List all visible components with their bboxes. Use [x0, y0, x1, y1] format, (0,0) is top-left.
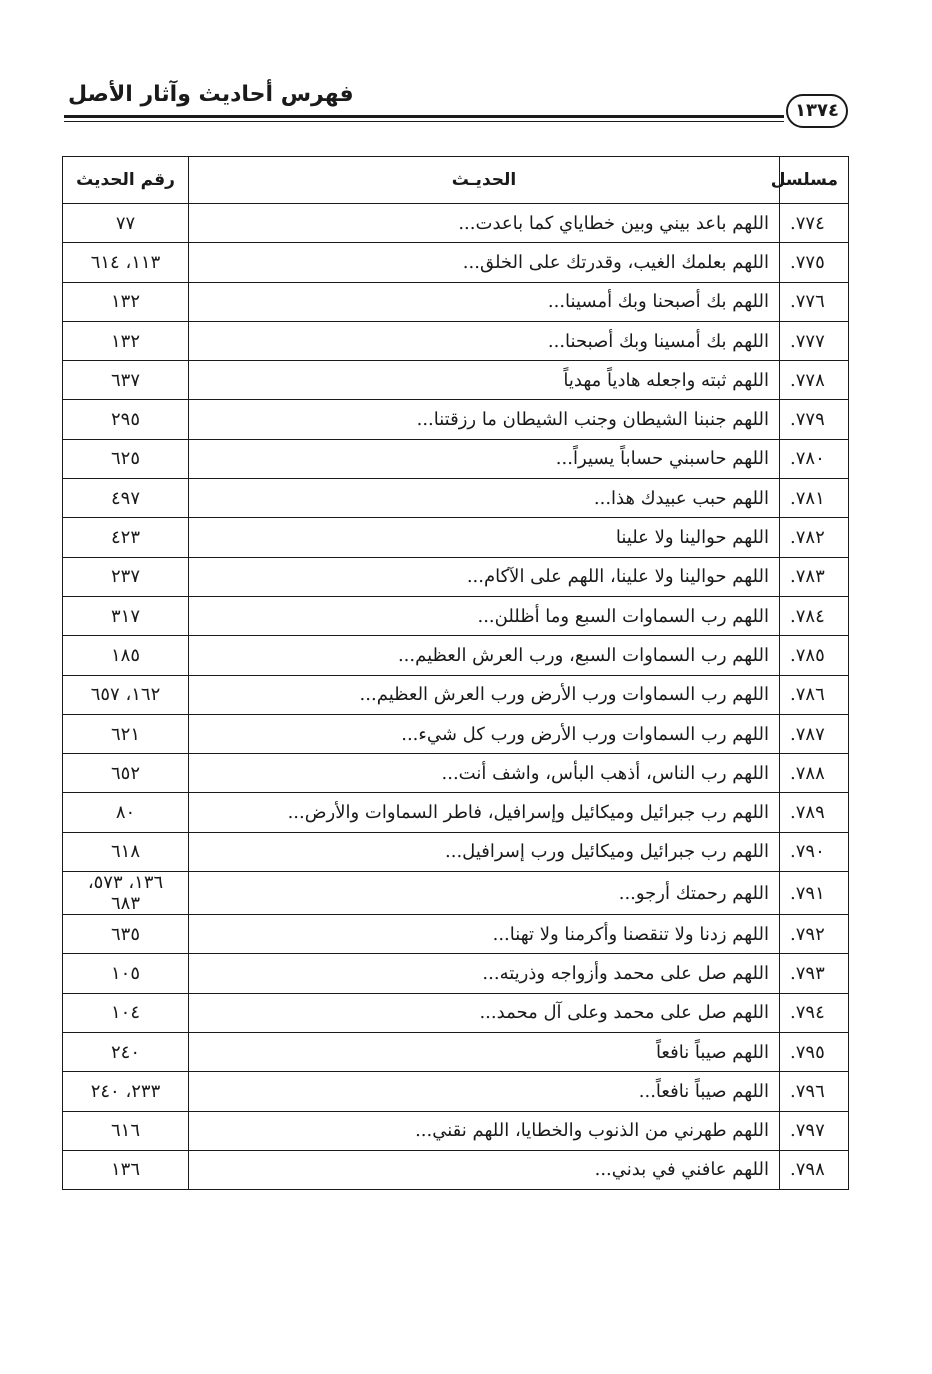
- hadith-text-cell: اللهم رب السماوات السبع، ورب العرش العظيم...: [189, 636, 780, 675]
- serial-cell: ٧٩٢.: [780, 915, 849, 954]
- serial-cell: ٧٧٥.: [780, 243, 849, 282]
- serial-cell: ٧٨٢.: [780, 518, 849, 557]
- running-title: فهرس أحاديث وآثار الأصل: [68, 82, 354, 107]
- reference-cell: ١٣٢: [63, 321, 189, 360]
- serial-cell: ٧٧٧.: [780, 321, 849, 360]
- hadith-text-cell: اللهم بك أصبحنا وبك أمسينا...: [189, 282, 780, 321]
- reference-cell: ٦١٦: [63, 1111, 189, 1150]
- table-row: [63, 321, 849, 360]
- table-row: [63, 282, 849, 321]
- header-rule-thick: [64, 115, 784, 118]
- table-row: [63, 439, 849, 478]
- hadith-text-cell: اللهم زدنا ولا تنقصنا وأكرمنا ولا تهنا...: [189, 915, 780, 954]
- reference-cell: ١٠٤: [63, 993, 189, 1032]
- table-row: [63, 518, 849, 557]
- header-hadith: الحديـث: [189, 157, 780, 204]
- hadith-text-cell: اللهم صيباً نافعاً: [189, 1032, 780, 1071]
- page-header: [64, 80, 848, 128]
- hadith-text-cell: اللهم حبب عبيدك هذا...: [189, 479, 780, 518]
- table-row: [63, 872, 849, 915]
- hadith-text-cell: اللهم حاسبني حساباً يسيراً...: [189, 439, 780, 478]
- reference-cell: ٦٣٥: [63, 915, 189, 954]
- serial-cell: ٧٩٤.: [780, 993, 849, 1032]
- reference-cell: ١٦٢، ٦٥٧: [63, 675, 189, 714]
- reference-cell: ٨٠: [63, 793, 189, 832]
- reference-cell: ٣١٧: [63, 596, 189, 635]
- serial-cell: ٧٨٧.: [780, 714, 849, 753]
- hadith-text-cell: اللهم رب السماوات ورب الأرض ورب العرش العظيم...: [189, 675, 780, 714]
- serial-cell: ٧٩٠.: [780, 832, 849, 871]
- hadith-text-cell: اللهم عافني في بدني...: [189, 1150, 780, 1189]
- reference-cell: ٢٣٧: [63, 557, 189, 596]
- table-body: [63, 204, 849, 1190]
- table-row: [63, 557, 849, 596]
- reference-cell: ٤٩٧: [63, 479, 189, 518]
- table-row: [63, 596, 849, 635]
- reference-cell: ٦١٨: [63, 832, 189, 871]
- serial-cell: ٧٨٨.: [780, 754, 849, 793]
- header-serial: مسلسل: [780, 157, 849, 204]
- hadith-text-cell: اللهم حوالينا ولا علينا، اللهم على الآكام...: [189, 557, 780, 596]
- table-row: [63, 793, 849, 832]
- serial-cell: ٧٨٦.: [780, 675, 849, 714]
- hadith-text-cell: اللهم ثبته واجعله هادياً مهدياً: [189, 361, 780, 400]
- hadith-text-cell: اللهم باعد بيني وبين خطاياي كما باعدت...: [189, 204, 780, 243]
- serial-cell: ٧٨٣.: [780, 557, 849, 596]
- hadith-text-cell: اللهم رب السماوات السبع وما أظللن...: [189, 596, 780, 635]
- hadith-text-cell: اللهم رب جبرائيل وميكائيل وإسرافيل، فاطر السماوات والأرض...: [189, 793, 780, 832]
- table-row: [63, 204, 849, 243]
- reference-cell: ٢٣٣، ٢٤٠: [63, 1072, 189, 1111]
- reference-cell: ١٣٢: [63, 282, 189, 321]
- hadith-text-cell: اللهم طهرني من الذنوب والخطايا، اللهم نقني...: [189, 1111, 780, 1150]
- table-row: [63, 400, 849, 439]
- reference-cell: ٧٧: [63, 204, 189, 243]
- hadith-text-cell: اللهم رب السماوات ورب الأرض ورب كل شيء...: [189, 714, 780, 753]
- table-row: [63, 754, 849, 793]
- serial-cell: ٧٧٤.: [780, 204, 849, 243]
- table-row: [63, 675, 849, 714]
- serial-cell: ٧٨٠.: [780, 439, 849, 478]
- serial-cell: ٧٩٥.: [780, 1032, 849, 1071]
- reference-cell: ١١٣، ٦١٤: [63, 243, 189, 282]
- table-row: [63, 479, 849, 518]
- hadith-text-cell: اللهم صيباً نافعاً...: [189, 1072, 780, 1111]
- serial-cell: ٧٧٦.: [780, 282, 849, 321]
- hadith-text-cell: اللهم بك أمسينا وبك أصبحنا...: [189, 321, 780, 360]
- reference-cell: ٦٥٢: [63, 754, 189, 793]
- table-row: [63, 1150, 849, 1189]
- serial-cell: ٧٧٨.: [780, 361, 849, 400]
- table-row: [63, 361, 849, 400]
- serial-cell: ٧٩٨.: [780, 1150, 849, 1189]
- reference-cell: ١٣٦: [63, 1150, 189, 1189]
- hadith-text-cell: اللهم رب الناس، أذهب البأس، واشف أنت...: [189, 754, 780, 793]
- table-row: [63, 636, 849, 675]
- table-header-row: [63, 157, 849, 204]
- table-row: [63, 832, 849, 871]
- serial-cell: ٧٩٣.: [780, 954, 849, 993]
- table-row: [63, 993, 849, 1032]
- serial-cell: ٧٨٤.: [780, 596, 849, 635]
- reference-cell: ٤٢٣: [63, 518, 189, 557]
- table-row: [63, 1111, 849, 1150]
- serial-cell: ٧٩٦.: [780, 1072, 849, 1111]
- table-row: [63, 714, 849, 753]
- reference-cell: ٦٢٥: [63, 439, 189, 478]
- table-row: [63, 1072, 849, 1111]
- reference-cell: ١٠٥: [63, 954, 189, 993]
- hadith-text-cell: اللهم حوالينا ولا علينا: [189, 518, 780, 557]
- hadith-text-cell: اللهم جنبنا الشيطان وجنب الشيطان ما رزقتنا...: [189, 400, 780, 439]
- hadith-text-cell: اللهم صل على محمد وأزواجه وذريته...: [189, 954, 780, 993]
- page-number-badge: ١٣٧٤: [786, 94, 848, 128]
- table-row: [63, 915, 849, 954]
- hadith-index-table: [62, 156, 849, 1190]
- table-row: [63, 1032, 849, 1071]
- hadith-text-cell: اللهم رب جبرائيل وميكائيل ورب إسرافيل...: [189, 832, 780, 871]
- serial-cell: ٧٩٧.: [780, 1111, 849, 1150]
- table-row: [63, 243, 849, 282]
- reference-cell: ٦٣٧: [63, 361, 189, 400]
- reference-cell: ١٣٦، ٥٧٣، ٦٨٣: [63, 872, 189, 915]
- reference-cell: ٢٤٠: [63, 1032, 189, 1071]
- hadith-text-cell: اللهم بعلمك الغيب، وقدرتك على الخلق...: [189, 243, 780, 282]
- reference-cell: ١٨٥: [63, 636, 189, 675]
- header-rule-thin: [64, 121, 784, 122]
- serial-cell: ٧٨٩.: [780, 793, 849, 832]
- hadith-text-cell: اللهم صل على محمد وعلى آل محمد...: [189, 993, 780, 1032]
- serial-cell: ٧٨١.: [780, 479, 849, 518]
- table-row: [63, 954, 849, 993]
- reference-cell: ٦٢١: [63, 714, 189, 753]
- serial-cell: ٧٩١.: [780, 872, 849, 915]
- serial-cell: ٧٧٩.: [780, 400, 849, 439]
- serial-cell: ٧٨٥.: [780, 636, 849, 675]
- reference-cell: ٢٩٥: [63, 400, 189, 439]
- header-ref: رقم الحديث: [63, 157, 189, 204]
- hadith-text-cell: اللهم رحمتك أرجو...: [189, 872, 780, 915]
